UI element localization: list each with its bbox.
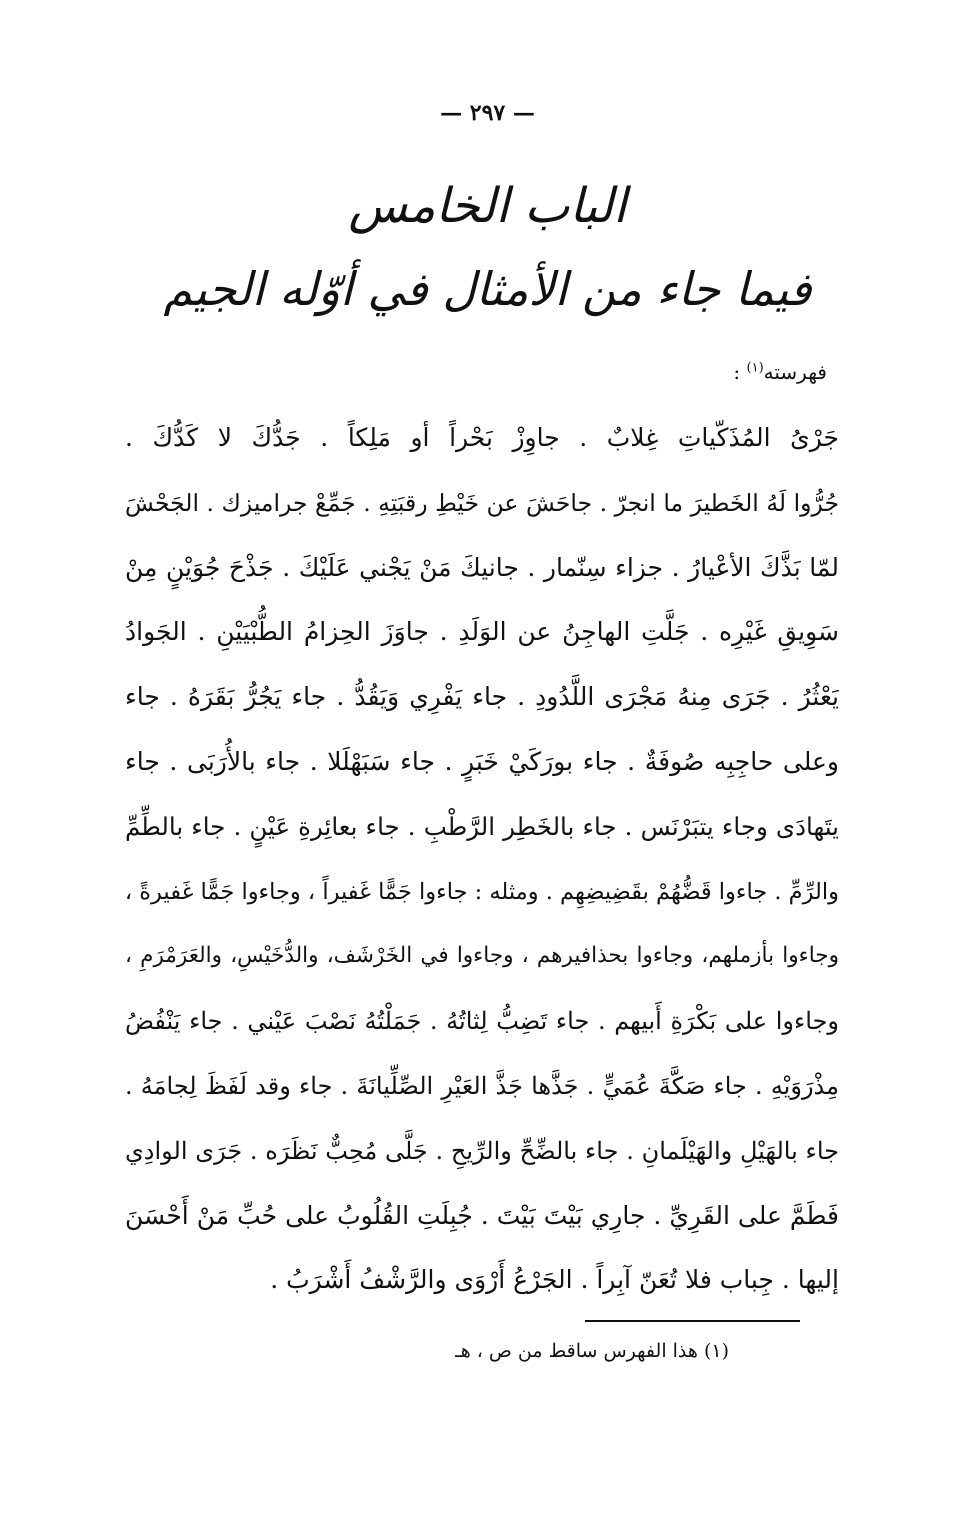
body-line: وجاءوا بأزملهم، وجاءوا بحذافيرهم ، وجاءوا في الخَرْشَف، والدُّخَيْسِ، والعَرَمْرَمِ ، — [125, 943, 839, 969]
index-heading-label: فهرسته — [763, 360, 827, 384]
body-line: وعلى حاجِبِه صُوفَةٌ . جاء بورَكَيْ خَبَرٍ . جاء سَبَهْلَلا . جاء بالأُرَبَى . جاء — [125, 746, 839, 776]
body-line: يتَهادَى وجاء يتبَرْنَس . جاء بالخَطِر الرَّطْبِ . جاء بعائِرةِ عَيْنٍ . جاء بالطِّمِّ — [125, 811, 839, 841]
page-number: — ٢٩٧ — — [440, 100, 535, 126]
chapter-title: الباب الخامس — [348, 178, 627, 234]
index-heading — [733, 360, 827, 384]
body-line: لمّا بَذَّكَ الأعْيارُ . جزاء سِنّمار . جانيكَ مَنْ يَجْني عَلَيْكَ . جَذْحَ جُوَيْنٍ مِنْ — [125, 552, 839, 582]
index-heading-colon: : — [733, 360, 741, 384]
body-line: يَعْثُرُ . جَرَى مِنهُ مَجْرَى اللَّدُودِ . جاء يَفْرِي وَيَقُدُّ . جاء يَجُرُّ بَقَرَهُ . جاء — [125, 682, 839, 712]
body-line: سَوِيقِ غَيْرِه . جَلَّتِ الهاجِنُ عن الوَلَدِ . جاوَزَ الحِزامُ الطُّبْيَيْنِ . الجَوادُ — [125, 617, 839, 647]
body-line: إليها . جِباب فلا تُعَنّ آبِراً . الجَرْعُ أَرْوَى والرَّشْفُ أَشْرَبُ . — [270, 1265, 839, 1295]
footnote-reference: (١) — [746, 360, 764, 376]
body-line: مِذْرَوَيْهِ . جاء صَكَّةَ عُمَيٍّ . جَذَّها جَذَّ العَيْرِ الصِّلِّيانَةَ . جاء وقد لَفَظَ لِجامَهُ . — [125, 1071, 839, 1100]
proverbs-body — [125, 406, 839, 1313]
chapter-subtitle: فيما جاء من الأمثال في أوّله الجيم — [163, 262, 812, 316]
body-line: فَطَمَّ على القَرِيِّ . جارِي بَيْتَ بَيْتَ . جُبِلَتِ القُلُوبُ على حُبِّ مَنْ أَحْسَنَ — [125, 1200, 839, 1230]
body-line: جُرُّوا لَهُ الخَطيرَ ما انجرّ . جاحَشَ عن خَيْطِ رقبَتِهِ . جَمِّعْ جراميزك . الجَحْشَ — [125, 488, 839, 517]
body-line: جاء بالهَيْلِ والهَيْلَمانِ . جاء بالضِّحِّ والرِّيحِ . جَلَّى مُحِبٌّ نَظَرَه . جَرَى الوادِي — [125, 1136, 839, 1165]
body-line: والرِّمِّ . جاءوا قَضُّهُمْ بقَضِيضِهِم . ومثله : جاءوا جَمًّا غَفيراً ، وجاءوا جَمًّا غَفيرةً ، — [125, 878, 839, 905]
body-line: وجاءوا على بَكْرَةِ أَبيهم . جاء تَضِبُّ لِثاتُهُ . جَمَلْتُهُ نَصْبَ عَيْني . جاء يَنْفُضُ — [125, 1007, 839, 1036]
footnote-divider — [585, 1320, 800, 1322]
body-line: جَرْىُ المُذَكّياتِ غِلابٌ . جاوِزْ بَحْراً أو مَلِكاً . جَدُّكَ لا كَدُّكَ . — [125, 423, 839, 452]
footnote-text: (١) هذا الفهرس ساقط من ص ، هـ — [455, 1340, 729, 1362]
